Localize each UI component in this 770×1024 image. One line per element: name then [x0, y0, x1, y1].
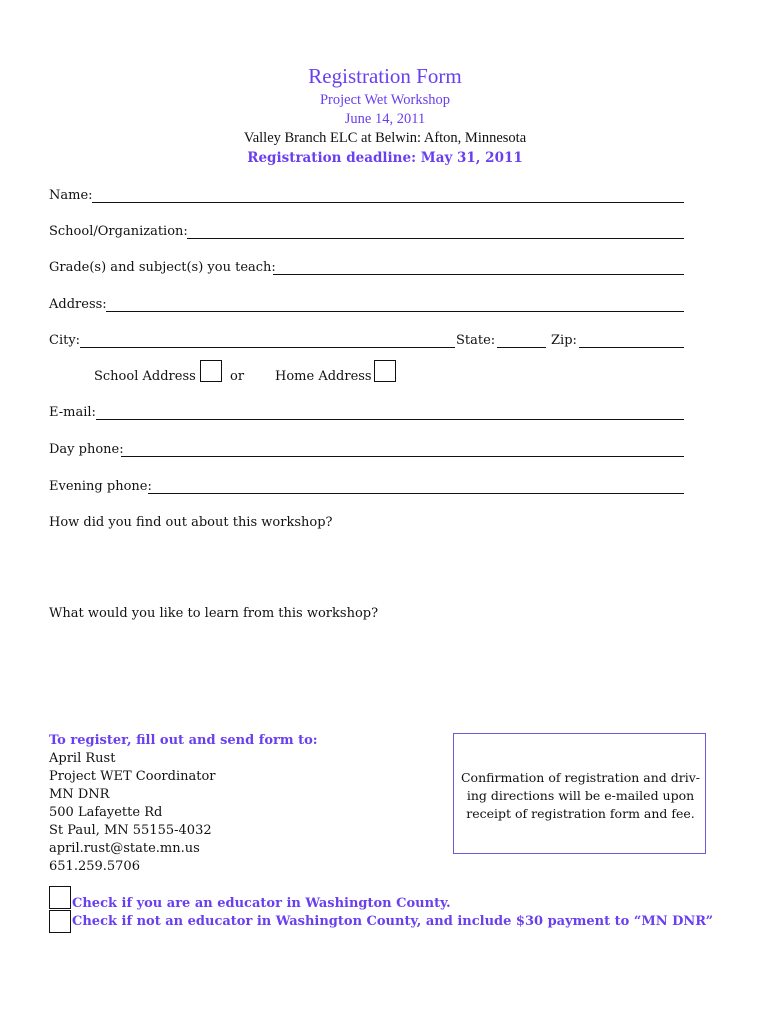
day-phone-label: Day phone: — [49, 442, 124, 457]
contact-org: MN DNR — [49, 787, 110, 802]
name-label: Name: — [49, 188, 93, 203]
confirmation-line: receipt of registration form and fee. — [466, 806, 695, 821]
school-field[interactable] — [187, 238, 684, 239]
contact-email: april.rust@state.mn.us — [49, 841, 200, 856]
state-label: State: — [456, 333, 496, 348]
workshop-location: Valley Branch ELC at Belwin: Afton, Minnesota — [243, 130, 527, 146]
contact-street: 500 Lafayette Rd — [49, 805, 163, 820]
address-label: Address: — [49, 297, 107, 312]
contact-title: Project WET Coordinator — [49, 769, 216, 784]
form-subtitle: Project Wet Workshop — [319, 92, 451, 108]
washington-educator-label: Check if you are an educator in Washington County. — [72, 896, 451, 911]
school-address-label: School Address — [94, 369, 196, 384]
email-label: E-mail: — [49, 405, 96, 420]
learn-question: What would you like to learn from this workshop? — [49, 606, 379, 621]
school-address-checkbox[interactable] — [200, 360, 222, 382]
school-label: School/Organization: — [49, 224, 188, 239]
city-field[interactable] — [80, 347, 455, 348]
evening-phone-label: Evening phone: — [49, 479, 152, 494]
non-washington-educator-checkbox[interactable] — [49, 910, 71, 933]
grade-label: Grade(s) and subject(s) you teach: — [49, 260, 276, 275]
washington-educator-checkbox[interactable] — [49, 886, 71, 909]
workshop-date: June 14, 2011 — [344, 111, 426, 127]
contact-city: St Paul, MN 55155-4032 — [49, 823, 212, 838]
home-address-label: Home Address — [275, 369, 372, 384]
confirmation-line: Confirmation of registration and driv- — [460, 770, 700, 785]
non-washington-educator-label: Check if not an educator in Washington County, and include $30 payment to “MN DNR” — [72, 914, 714, 929]
contact-name: April Rust — [49, 751, 116, 766]
or-label: or — [230, 369, 245, 384]
find-out-question: How did you find out about this workshop? — [49, 515, 333, 530]
state-field[interactable] — [497, 347, 546, 348]
form-title: Registration Form — [308, 64, 462, 88]
zip-field[interactable] — [579, 347, 684, 348]
confirmation-box — [453, 733, 706, 854]
grade-field[interactable] — [273, 274, 684, 275]
registration-deadline: Registration deadline: May 31, 2011 — [247, 150, 523, 166]
send-to-heading: To register, fill out and send form to: — [49, 733, 318, 748]
zip-label: Zip: — [551, 333, 577, 348]
name-field[interactable] — [92, 202, 684, 203]
address-field[interactable] — [106, 311, 684, 312]
confirmation-line: ing directions will be e-mailed upon — [466, 788, 695, 803]
home-address-checkbox[interactable] — [374, 360, 396, 382]
learn-answer-area[interactable] — [49, 626, 684, 721]
email-field[interactable] — [96, 419, 684, 420]
find-out-answer-area[interactable] — [49, 535, 684, 595]
city-label: City: — [49, 333, 81, 348]
day-phone-field[interactable] — [121, 456, 684, 457]
evening-phone-field[interactable] — [148, 493, 684, 494]
contact-phone: 651.259.5706 — [49, 859, 140, 874]
